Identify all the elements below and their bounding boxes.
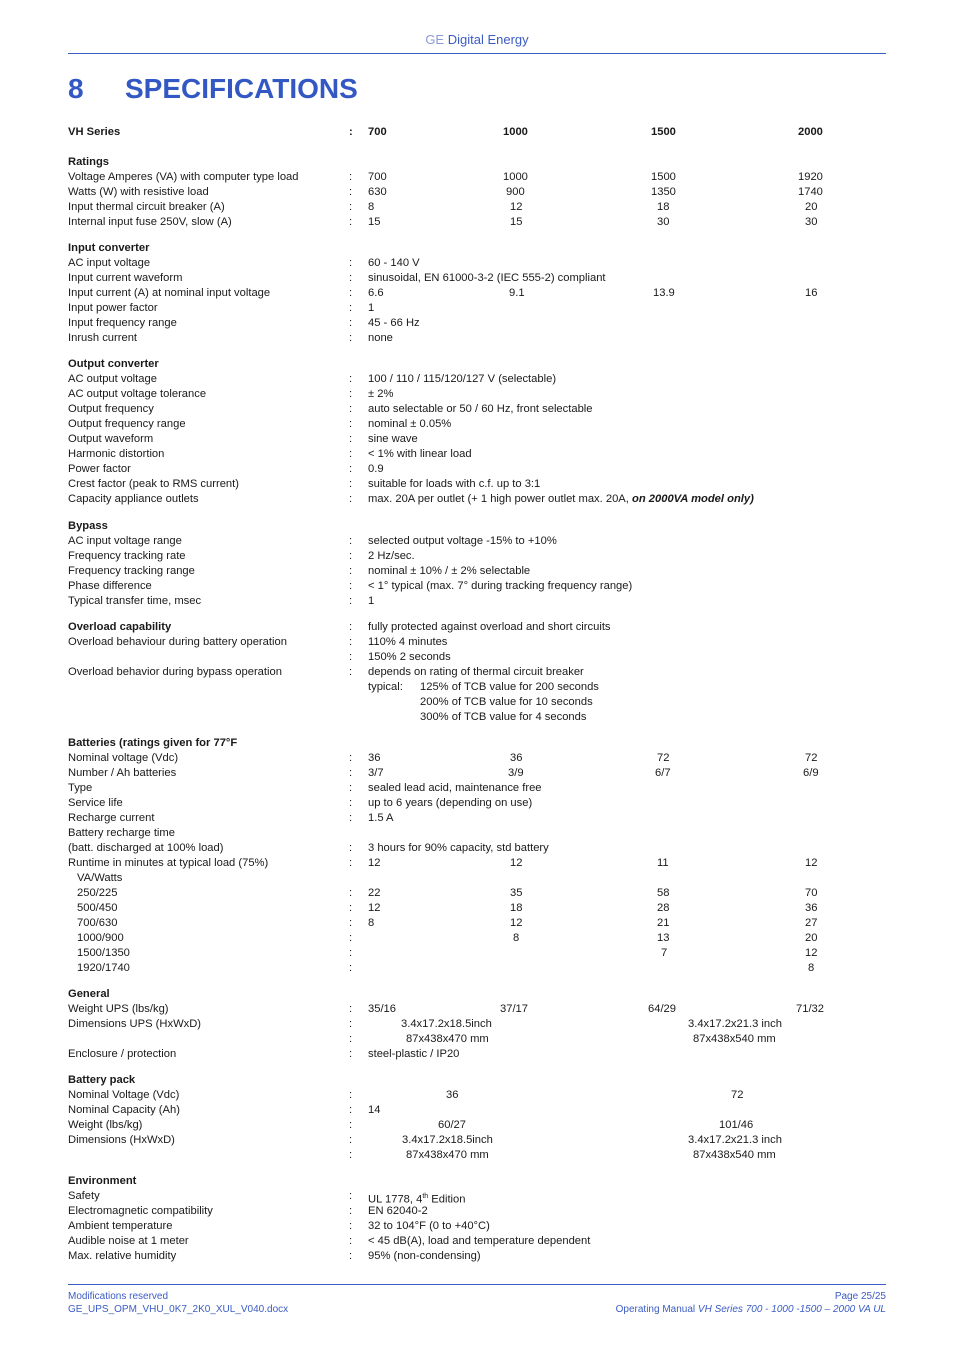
spec-row: VA/Watts	[77, 872, 123, 884]
batteries-heading: Batteries (ratings given for 77°F	[68, 737, 238, 749]
spec-row: AC output voltage : 100 / 110 / 115/120/127 V (selectable)	[68, 373, 557, 385]
spec-row: : 87x438x470 mm 87x438x540 mm	[349, 1033, 776, 1045]
spec-row: Overload behaviour during battery operation : 110% 4 minutes	[68, 636, 448, 648]
battery-pack-heading: Battery pack	[68, 1074, 136, 1086]
spec-row: Input current (A) at nominal input voltage : 6.6 9.1 13.9 16	[68, 287, 818, 299]
spec-row: Input current waveform : sinusoidal, EN 61000-3-2 (IEC 555-2) compliant	[68, 272, 606, 284]
spec-row: Electromagnetic compatibility : EN 62040-2	[68, 1205, 428, 1217]
series-label: VH Series	[68, 126, 121, 138]
spec-row: Nominal Voltage (Vdc) : 36 72	[68, 1089, 744, 1101]
overload-heading: Overload capability : fully protected against overload and short circuits	[68, 621, 611, 633]
ratings-row: Voltage Amperes (VA) with computer type load : 700 1000 1500 1920	[68, 171, 823, 183]
model-2000: 2000	[798, 126, 823, 138]
spec-row: : 150% 2 seconds	[349, 651, 451, 663]
spec-row: Harmonic distortion : < 1% with linear load	[68, 448, 472, 460]
environment-heading: Environment	[68, 1175, 137, 1187]
header-brand	[0, 32, 954, 47]
spec-row: Frequency tracking rate : 2 Hz/sec.	[68, 550, 415, 562]
runtime-row: 700/630 : 8 12 21 27	[77, 917, 818, 929]
spec-row: Weight (lbs/kg) : 60/27 101/46	[68, 1119, 754, 1131]
manual-title: Operating Manual VH Series 700 - 1000 -1500 – 2000 VA UL	[615, 1304, 886, 1315]
ratings-row: Watts (W) with resistive load : 630 900 1350 1740	[68, 186, 823, 198]
spec-row: (batt. discharged at 100% load) : 3 hours for 90% capacity, std battery	[68, 842, 549, 854]
bypass-heading: Bypass	[68, 520, 108, 532]
model-1000: 1000	[503, 126, 528, 138]
spec-row: 300% of TCB value for 4 seconds	[420, 711, 587, 723]
spec-row: Input frequency range : 45 - 66 Hz	[68, 317, 420, 329]
ratings-row: Internal input fuse 250V, slow (A) : 15 15 30 30	[68, 216, 818, 228]
spec-row: Inrush current : none	[68, 332, 393, 344]
spec-row: Dimensions (HxWxD) : 3.4x17.2x18.5inch 3.4x17.2x21.3 inch	[68, 1134, 782, 1146]
series-row	[68, 125, 886, 140]
spec-row: Safety : UL 1778, 4th Edition	[68, 1190, 466, 1206]
output-converter-heading: Output converter	[68, 358, 159, 370]
spec-row: Crest factor (peak to RMS current) : suitable for loads with c.f. up to 3:1	[68, 478, 541, 490]
spec-row: Service life : up to 6 years (depending on use)	[68, 797, 533, 809]
model-1500: 1500	[651, 126, 676, 138]
spec-row: Dimensions UPS (HxWxD) : 3.4x17.2x18.5inch 3.4x17.2x21.3 inch	[68, 1018, 782, 1030]
model-700: 700	[368, 126, 387, 138]
spec-row: Input power factor : 1	[68, 302, 375, 314]
spec-row: typical: 125% of TCB value for 200 seconds	[368, 681, 599, 693]
runtime-row: 250/225 : 22 35 58 70	[77, 887, 818, 899]
spec-row: Ambient temperature : 32 to 104°F (0 to +40°C)	[68, 1220, 490, 1232]
spec-row: Overload behavior during bypass operation : depends on rating of thermal circuit breaker	[68, 666, 584, 678]
brand-text: Digital Energy	[447, 32, 529, 47]
footer-left	[68, 1290, 288, 1316]
page-title	[68, 73, 358, 105]
ratings-heading: Ratings	[68, 156, 110, 168]
general-heading: General	[68, 988, 110, 1000]
page-number: Page 25/25	[834, 1291, 886, 1302]
spec-row: AC input voltage range : selected output voltage -15% to +10%	[68, 535, 557, 547]
spec-row: Frequency tracking range : nominal ± 10% / ± 2% selectable	[68, 565, 531, 577]
input-converter-heading: Input converter	[68, 242, 150, 254]
runtime-row: 1000/900 : 8 13 20	[77, 932, 818, 944]
spec-row: Audible noise at 1 meter : < 45 dB(A), load and temperature dependent	[68, 1235, 591, 1247]
spec-row: Phase difference : < 1° typical (max. 7° during tracking frequency range)	[68, 580, 633, 592]
spec-row: Typical transfer time, msec : 1	[68, 595, 375, 607]
spec-row: Recharge current : 1.5 A	[68, 812, 394, 824]
spec-row: Battery recharge time	[68, 827, 175, 839]
spec-row: AC input voltage : 60 - 140 V	[68, 257, 420, 269]
runtime-row: 500/450 : 12 18 28 36	[77, 902, 818, 914]
spec-row: Number / Ah batteries : 3/7 3/9 6/7 6/9	[68, 767, 819, 779]
spec-row: Runtime in minutes at typical load (75%) : 12 12 11 12	[68, 857, 818, 869]
colon: :	[349, 126, 353, 138]
spec-row: Power factor : 0.9	[68, 463, 384, 475]
header-divider	[68, 53, 886, 54]
spec-row: Type : sealed lead acid, maintenance free	[68, 782, 542, 794]
spec-row: 200% of TCB value for 10 seconds	[420, 696, 593, 708]
specifications-table	[68, 125, 886, 1264]
spec-row: Enclosure / protection : steel-plastic / IP20	[68, 1048, 460, 1060]
spec-row: Output frequency : auto selectable or 50 / 60 Hz, front selectable	[68, 403, 593, 415]
spec-row: Weight UPS (lbs/kg) : 35/16 37/17 64/29 71/32	[68, 1003, 824, 1015]
footer-divider	[68, 1284, 886, 1285]
ratings-row: Input thermal circuit breaker (A) : 8 12 18 20	[68, 201, 818, 213]
spec-row: Max. relative humidity : 95% (non-condensing)	[68, 1250, 481, 1262]
spec-row: Nominal Capacity (Ah) : 14	[68, 1104, 381, 1116]
runtime-row: 1920/1740 : 8	[77, 962, 815, 974]
spec-row: AC output voltage tolerance : ± 2%	[68, 388, 394, 400]
spec-row: Output waveform : sine wave	[68, 433, 418, 445]
spec-row: Output frequency range : nominal ± 0.05%	[68, 418, 452, 430]
runtime-row: 1500/1350 : 7 12	[77, 947, 818, 959]
section-title: SPECIFICATIONS	[125, 73, 358, 104]
spec-row: Nominal voltage (Vdc) : 36 36 72 72	[68, 752, 818, 764]
section-number: 8	[68, 73, 84, 104]
footer-filename: GE_UPS_OPM_VHU_0K7_2K0_XUL_V040.docx	[68, 1304, 289, 1315]
ge-brand: GE	[425, 32, 445, 47]
footer-modifications: Modifications reserved	[68, 1291, 169, 1302]
spec-row: Capacity appliance outlets : max. 20A per outlet (+ 1 high power outlet max. 20A, on 2000VA model only)	[68, 493, 754, 505]
spec-row: : 87x438x470 mm 87x438x540 mm	[349, 1149, 776, 1161]
footer-right	[616, 1290, 886, 1316]
